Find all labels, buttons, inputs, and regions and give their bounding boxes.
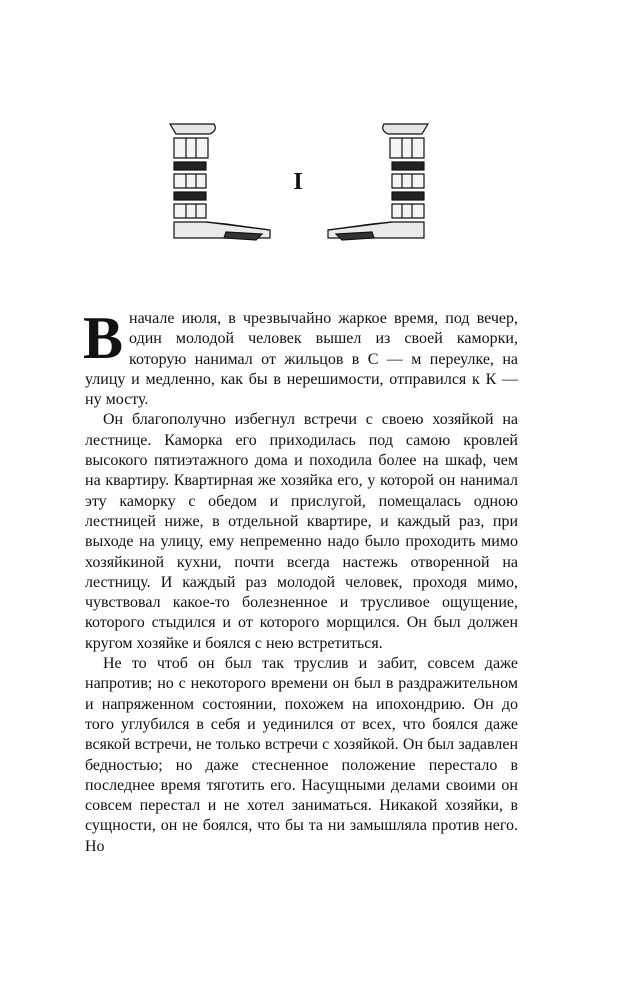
chapter-header — [0, 0, 631, 280]
paragraph: Он благополучно избегнул встречи с своею хозяйкой на лестнице. Каморка его приходилась под самою кровлей высокого пятиэтажного дома и походила более на шкаф, чем на квартиру. Квартирная же хозяйка его, у которой он нанимал эту каморку с обедом и прислугой, помещалась одною лестницей ниже, в отдельной квартире, и каждый раз, при выходе на улицу, ему непременно надо было проходить мимо хозяйкиной кухни, почти всегда настежь отворенной на лестницу. И каждый раз молодой человек, проходя мимо, чувствовал какое-то болезненное и трусливое ощущение, которого стыдился и от которого морщился. Он был должен кругом хозяйке и боялся с нею встретиться. — [85, 411, 518, 652]
left-ornament — [166, 120, 276, 250]
body-text — [83, 305, 518, 857]
drop-cap: В — [83, 305, 124, 371]
right-ornament — [322, 120, 432, 250]
paragraph — [83, 305, 518, 410]
chapter-number: I — [293, 169, 303, 195]
paragraph: Не то чтоб он был так труслив и забит, совсем даже напротив; но с некоторого времени он был в раздражительном и напряженном состоянии, похожем на ипохондрию. Он до того углубился в себя и уединился от всех, что боялся даже всякой встречи, не только встречи с хозяйкой. Он был задавлен бедностью; но даже стесненное положение перестало в последнее время тяготить его. Насущными делами своими он совсем перестал и не хотел заниматься. Никакой хозяйки, в сущности, он не боялся, что бы та ни замышляла против него. Но — [85, 655, 518, 855]
paragraph-text: начале июля, в чрезвычайно жаркое время, под вечер, один молодой человек вышел из своей каморки, которую нанимал от жильцов в С — м переулке, на улицу и медленно, как бы в нерешимости, отправился к К — ну мосту. — [85, 310, 518, 409]
